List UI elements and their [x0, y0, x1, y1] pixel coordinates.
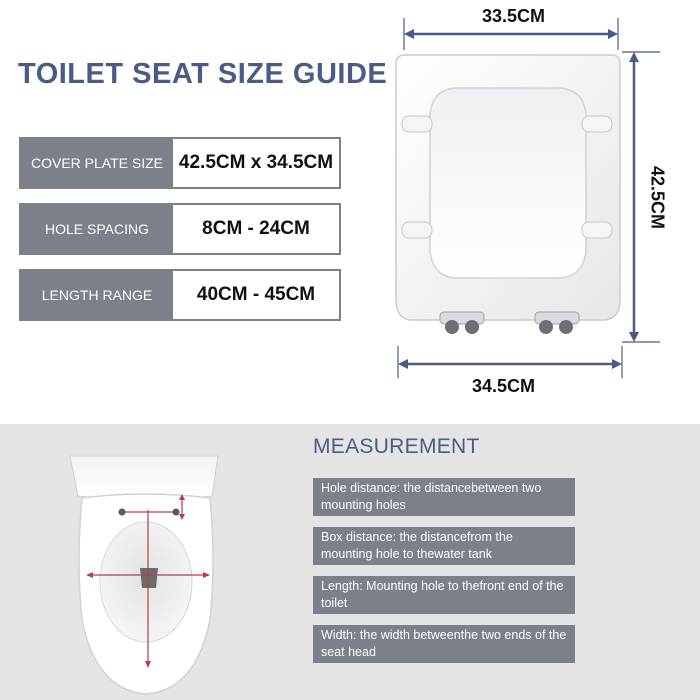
measurement-item-hole-distance: Hole distance: the distancebetween two mounting holes: [313, 478, 575, 516]
dimension-height: 42.5CM: [647, 165, 668, 230]
spec-value: 8CM - 24CM: [202, 218, 310, 239]
page-title: TOILET SEAT SIZE GUIDE: [18, 58, 388, 90]
spec-label: COVER PLATE SIZE: [21, 139, 173, 187]
dimension-top-width: 33.5CM: [482, 6, 546, 26]
spec-label: LENGTH RANGE: [21, 271, 173, 319]
measurement-title: MEASUREMENT: [313, 435, 480, 458]
measurement-item-box-distance: Box distance: the distancefrom the mounting hole to thewater tank: [313, 527, 575, 565]
spec-value: 40CM - 45CM: [196, 284, 316, 305]
dimension-bottom-width: 34.5CM: [472, 376, 536, 396]
measurement-item-length: Length: Mounting hole to thefront end of the toilet: [313, 576, 575, 614]
measurement-item-width: Width: the width betweenthe two ends of the seat head: [313, 625, 575, 663]
spec-label: HOLE SPACING: [21, 205, 173, 253]
spec-value: 42.5CM x 34.5CM: [178, 152, 334, 173]
